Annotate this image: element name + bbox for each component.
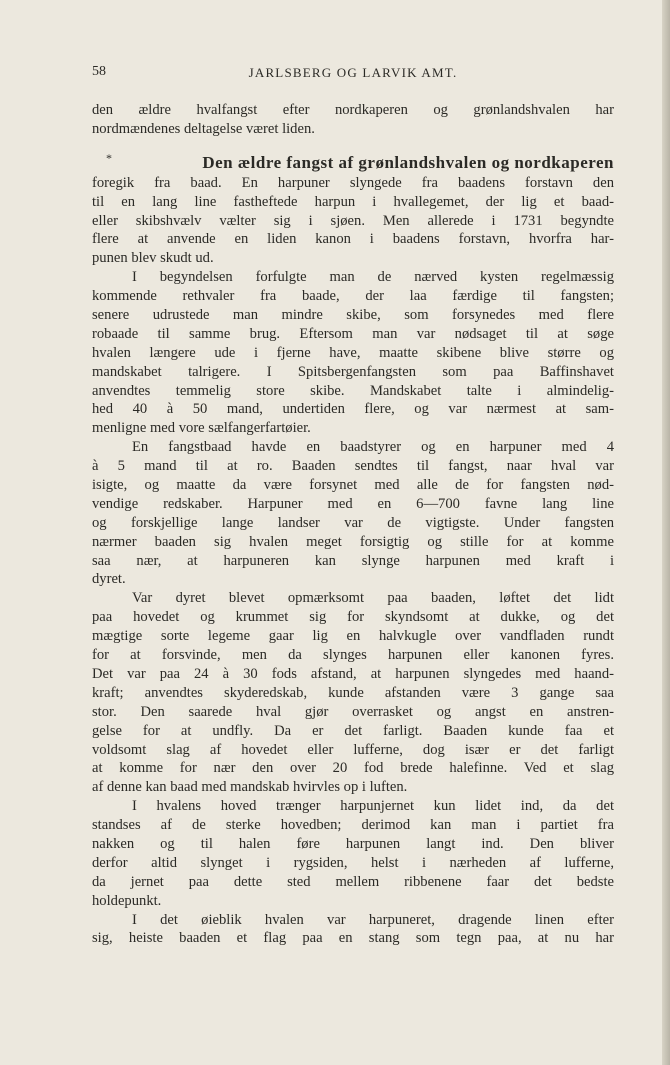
text-line: gelse for at undfly. Da er det farligt. Baaden kunde faa et	[92, 722, 614, 739]
text-line: hed 40 à 50 mand, undertiden flere, og var nærmest at sam-	[92, 401, 614, 418]
text-line: da jernet paa dette sted mellem ribbenene faar det bedste	[92, 873, 614, 890]
text-line: paa hovedet og krummet sig for skyndsomt at dukke, og det	[92, 609, 614, 626]
text-line: nærmer baaden sig hvalen meget forsigtig og stille for at komme	[92, 533, 614, 550]
text-line: at komme for nær den over 20 fod brede halefinne. Ved et slag	[92, 760, 614, 777]
section-heading-text: Den ældre fangst af grønlandshvalen og nordkaperen	[202, 152, 614, 172]
paragraph	[92, 438, 614, 589]
running-title: JARLSBERG OG LARVIK AMT.	[248, 65, 458, 80]
text-line: mandskabet talrigere. I Spitsbergenfangsten som paa Baffinshavet	[92, 363, 614, 380]
text-line: hvalen længere ude i fjerne have, maatte skibene blive større og	[92, 344, 614, 361]
asterisk-marker: *	[106, 150, 113, 165]
text-line: menligne med vore sælfangerfartøier.	[92, 420, 311, 437]
text-line: à 5 mand til at ro. Baaden sendtes til fangst, naar hval var	[92, 458, 614, 475]
paragraph	[92, 589, 614, 797]
page-edge	[662, 0, 670, 1065]
text-line: nakken og til halen føre harpunen langt ind. Den bliver	[92, 835, 614, 852]
text-line: stor. Den saarede hval gjør overrasket og angst en anstren-	[92, 703, 614, 720]
page-header	[92, 64, 614, 84]
section-paragraph	[92, 174, 614, 268]
text-line: kommende rethvaler fra baade, der laa færdige til fangsten;	[92, 288, 614, 305]
text-line: senere udrustede man mindre skibe, som forsynedes med flere	[92, 307, 614, 324]
text-line: og forskjellige lange landser var de vigtigste. Under fangsten	[92, 514, 614, 531]
text-line: nordmændenes deltagelse været liden.	[92, 120, 315, 137]
text-line: Var dyret blevet opmærksomt paa baaden, løftet det lidt	[132, 590, 614, 607]
text-line: saa nær, at harpuneren kan slynge harpunen med kraft i	[92, 552, 614, 569]
text-line: I det øieblik hvalen var harpuneret, dragende linen efter	[132, 911, 614, 928]
text-line: anvendtes temmelig store skibe. Mandskabet talte i almindelig-	[92, 382, 614, 399]
text-line: vendige redskaber. Harpuner med en 6—700 favne lang line	[92, 495, 614, 512]
page-number: 58	[92, 64, 106, 79]
text-line: sig, heiste baaden et flag paa en stang som tegn paa, at nu har	[92, 930, 614, 947]
text-line: af denne kan baad med mandskab hvirvles op i luften.	[92, 779, 408, 796]
text-line: robaade til samme brug. Eftersom man var nødsaget til at søge	[92, 325, 614, 342]
paragraph	[92, 268, 614, 438]
text-line: kraft; anvendtes skyderedskab, kunde afstanden være 3 gange saa	[92, 684, 614, 701]
text-line: Det var paa 24 à 30 fods afstand, at harpunen slyngedes med haand-	[92, 665, 614, 682]
text-line: holdepunkt.	[92, 892, 162, 909]
text-line: dyret.	[92, 571, 126, 588]
text-line: eller skibshvælv vælter sig i sjøen. Men allerede i 1731 begyndte	[92, 212, 614, 229]
text-line: mægtige sorte legeme gaar lig en halvkugle over vandfladen rundt	[92, 628, 614, 645]
text-line: den ældre hvalfangst efter nordkaperen og grønlandshvalen har	[92, 102, 614, 118]
text-line: for at forsvinde, men da slynges harpunen eller kanonen fyres.	[92, 647, 614, 664]
text-line: punen blev skudt ud.	[92, 250, 214, 267]
intro-paragraph	[92, 101, 614, 139]
section-heading	[92, 152, 614, 174]
text-line: flere at anvende en liden kanon i baadens forstavn, hvorfra har-	[92, 231, 614, 248]
paragraph	[92, 797, 614, 910]
text-line: I hvalens hoved trænger harpunjernet kun lidet ind, da det	[132, 798, 614, 815]
text-line: voldsomt slag af hovedet eller lufferne, dog især er det farligt	[92, 741, 614, 758]
text-line: standses af de sterke hovedben; derimod kan man i partiet fra	[92, 817, 614, 834]
text-line: I begyndelsen forfulgte man de nærved kysten regelmæssig	[132, 269, 614, 286]
text-line: isigte, og maatte da være forsynet med alle de for fangsten nød-	[92, 477, 614, 494]
paragraph	[92, 911, 614, 949]
text-line: derfor altid slynget i rygsiden, helst i nærheden af lufferne,	[92, 854, 614, 871]
text-line: til en lang line fastheftede harpun i hvallegemet, der lig et baad-	[92, 193, 614, 210]
body-text	[92, 101, 614, 948]
text-line: En fangstbaad havde en baadstyrer og en harpuner med 4	[132, 439, 614, 456]
text-line: foregik fra baad. En harpuner slyngede fra baadens forstavn den	[92, 174, 614, 191]
